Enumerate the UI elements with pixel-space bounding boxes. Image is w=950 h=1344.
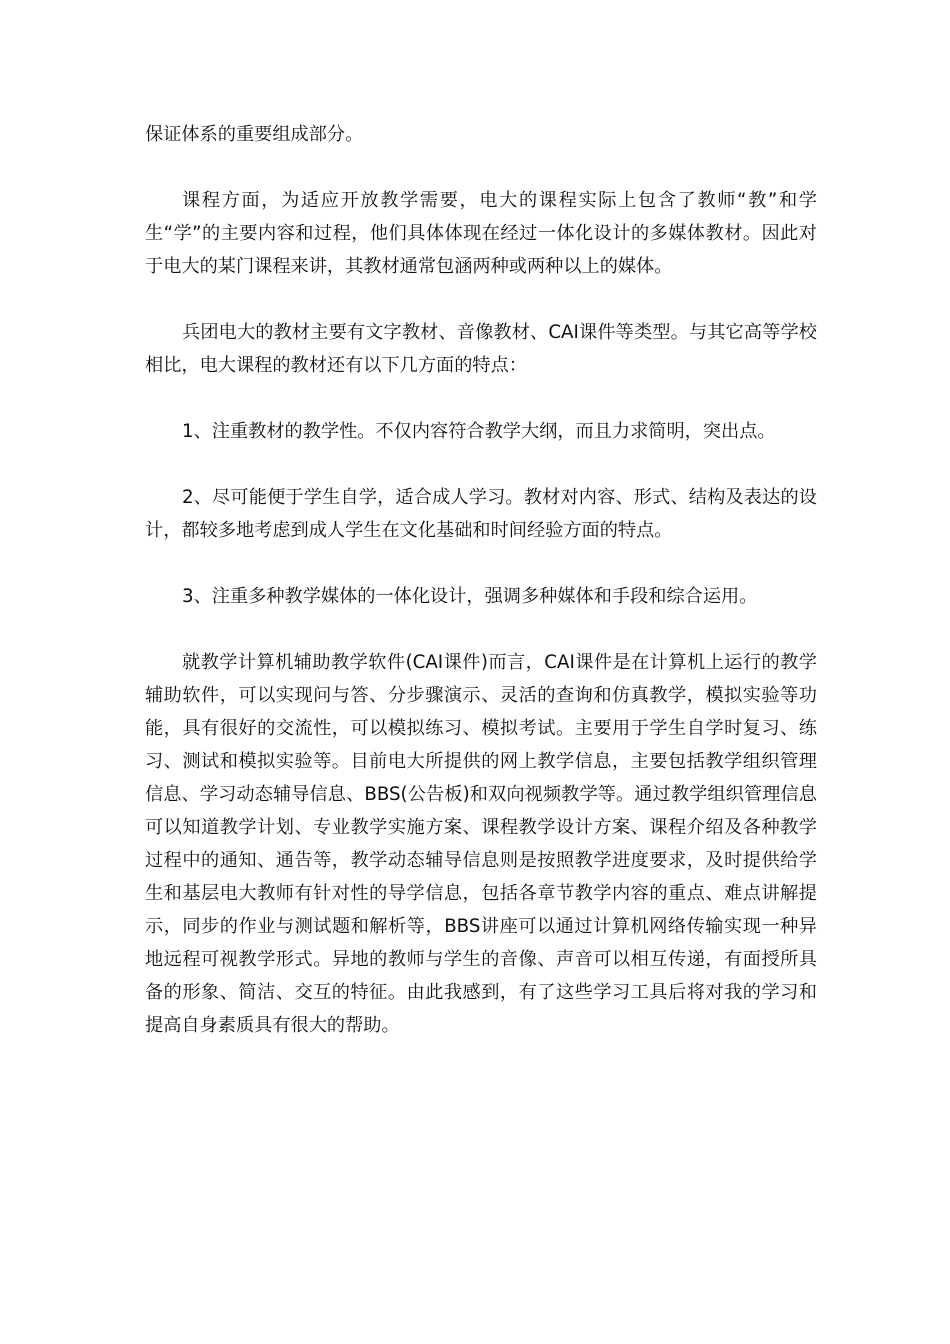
list-item-1: 1、注重教材的教学性。不仅内容符合教学大纲，而且力求简明，突出点。: [182, 421, 776, 442]
document-body: [145, 118, 817, 1042]
paragraph-cai-courseware: 就教学计算机辅助教学软件(CAI课件)而言，CAI课件是在计算机上运行的教学辅助软件，可以实现问与答、分步骤演示、灵活的查询和仿真教学，模拟实验等功能，具有很好的交流性，可以模拟练习、模拟考试。主要用于学生自学时复习、练习、测试和模拟实验等。目前电大所提供的网上教学信息，主要包括教学组织管理信息、学习动态辅导信息、BBS(公告板)和双向视频教学等。通过教学组织管理信息可以知道教学计划、专业教学实施方案、课程教学设计方案、课程介绍及各种教学过程中的通知、通告等，教学动态辅导信息则是按照教学进度要求，及时提供给学生和基层电大教师有针对性的导学信息，包括各章节教学内容的重点、难点讲解提示，同步的作业与测试题和解析等，BBS讲座可以通过计算机网络传输实现一种异地远程可视教学形式。异地的教师与学生的音像、声音可以相互传递，有面授所具备的形象、简洁、交互的特征。由此我感到，有了这些学习工具后将对我的学习和提高自身素质具有很大的帮助。: [145, 652, 817, 1036]
paragraph-continuation: 保证体系的重要组成部分。: [145, 124, 364, 145]
paragraph-course-aspect: 课程方面，为适应开放教学需要，电大的课程实际上包含了教师“教”和学生“学”的主要内容和过程，他们具体体现在经过一体化设计的多媒体教材。因此对于电大的某门课程来讲，其教材通常包涵两种或两种以上的媒体。: [145, 190, 817, 277]
paragraph-materials-types: 兵团电大的教材主要有文字教材、音像教材、CAI课件等类型。与其它高等学校相比，电大课程的教材还有以下几方面的特点：: [145, 322, 817, 376]
list-item-3: 3、注重多种教学媒体的一体化设计，强调多种媒体和手段和综合运用。: [182, 586, 758, 607]
list-item-2: 2、尽可能便于学生自学，适合成人学习。教材对内容、形式、结构及表达的设计，都较多地考虑到成人学生在文化基础和时间经验方面的特点。: [145, 487, 817, 541]
